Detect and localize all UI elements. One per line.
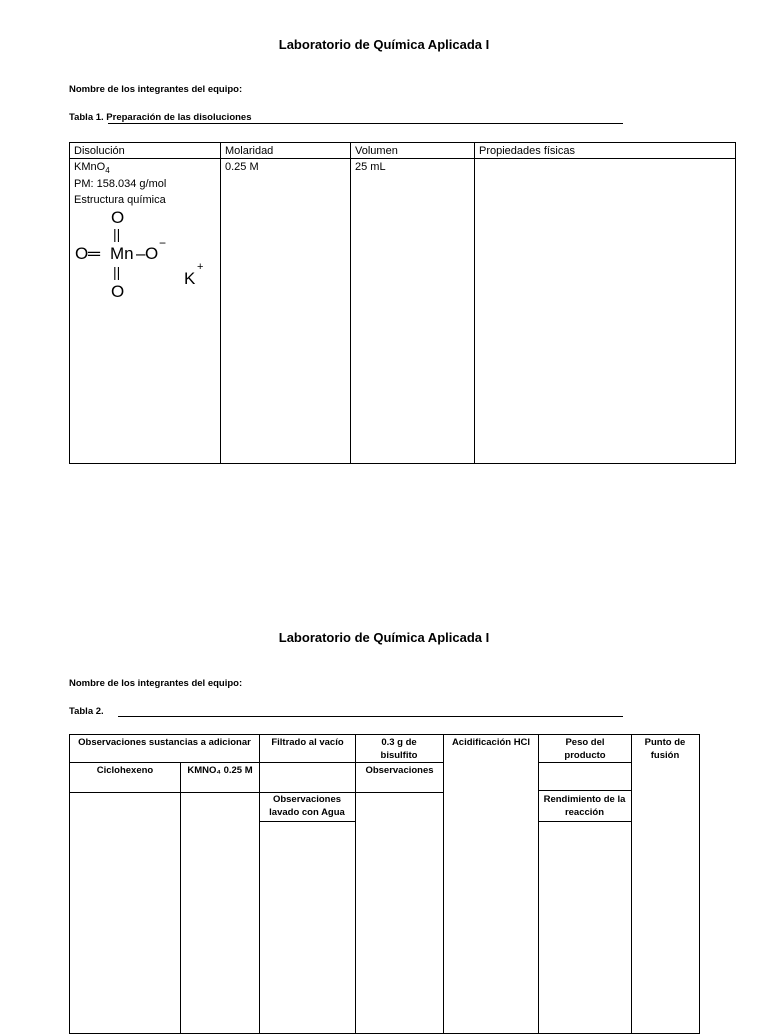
table-1-header-molaridad: Molaridad [225, 145, 274, 157]
structure-double-bond: ═ [88, 244, 101, 263]
table-2-row-divider [538, 821, 631, 822]
table-1-header-disolucion: Disolución [74, 145, 125, 157]
table-1-molar-mass: PM: 158.034 g/mol [74, 178, 167, 190]
structure-o-right: O [145, 244, 159, 263]
table-2-header-acidificacion: Acidificación HCl [451, 737, 531, 748]
structure-minus: − [159, 236, 167, 250]
page1-table-label: Tabla 1. Preparación de las disoluciones [69, 112, 252, 123]
table-2-header-peso: Peso del producto [564, 737, 606, 761]
table-2-row-divider [69, 762, 443, 763]
table-1-molarity: 0.25 M [225, 161, 259, 173]
structure-bond-bottom: || [113, 264, 121, 280]
structure-single-bond: – [136, 244, 146, 263]
structure-mn: Mn [110, 244, 134, 263]
table-2-sub-rendimiento: Rendimiento de la reacción [543, 794, 626, 818]
structure-o-top: O [111, 208, 125, 227]
structure-k: K [184, 269, 196, 288]
formula-subscript: 4 [105, 166, 110, 176]
table-2-row-divider [538, 762, 631, 763]
table-2-sub-lavado: Observaciones lavado con Agua [269, 794, 345, 818]
table-1-col-divider [474, 142, 475, 464]
table-2-col-divider [259, 734, 260, 1034]
table-2-row-divider [69, 792, 443, 793]
table-1-header-divider [69, 158, 736, 159]
formula-base: KMnO [74, 161, 106, 173]
kmno4-structure [74, 208, 214, 303]
page2-table-label-line [118, 716, 623, 717]
table-2-row-divider [538, 790, 631, 791]
page2-title: Laboratorio de Química Aplicada I [278, 630, 490, 645]
table-2-header-filtrado: Filtrado al vacío [271, 737, 344, 748]
page1-title: Laboratorio de Química Aplicada I [278, 37, 490, 52]
structure-o-bottom: O [111, 282, 125, 301]
table-1-structure-label: Estructura química [74, 194, 166, 206]
page1-team-label: Nombre de los integrantes del equipo: [69, 84, 243, 95]
table-2-col-divider [631, 734, 632, 1034]
table-2-header-observaciones: Observaciones sustancias a adicionar [78, 737, 251, 748]
structure-o-left: O [75, 244, 89, 263]
table-2-sub-ciclohexeno: Ciclohexeno [96, 765, 154, 776]
table-1 [69, 142, 736, 464]
page1-table-label-line [108, 123, 623, 124]
table-2-col-divider [180, 762, 181, 1034]
structure-plus: + [197, 261, 204, 273]
table-2-col-divider [443, 734, 444, 1034]
table-2-sub-kmno4: KMNO₄ 0.25 M [187, 765, 253, 776]
page2-table-label: Tabla 2. [69, 706, 104, 717]
table-2-col-divider [538, 734, 539, 1034]
table-1-header-propiedades: Propiedades físicas [479, 145, 575, 157]
table-1-header-volumen: Volumen [355, 145, 398, 157]
structure-bond-top: || [113, 226, 121, 242]
table-2-col-divider [355, 734, 356, 1034]
table-2-sub-observaciones: Observaciones [365, 765, 434, 776]
table-1-col-divider [350, 142, 351, 464]
table-2-row-divider [259, 821, 355, 822]
table-2-header-bisulfito: 0.3 g de bisulfito [380, 737, 418, 761]
table-1-volume: 25 mL [355, 161, 386, 173]
page2-team-label: Nombre de los integrantes del equipo: [69, 678, 243, 689]
table-2-header-punto: Punto de fusión [644, 737, 686, 761]
table-2 [69, 734, 700, 1034]
table-1-col-divider [220, 142, 221, 464]
